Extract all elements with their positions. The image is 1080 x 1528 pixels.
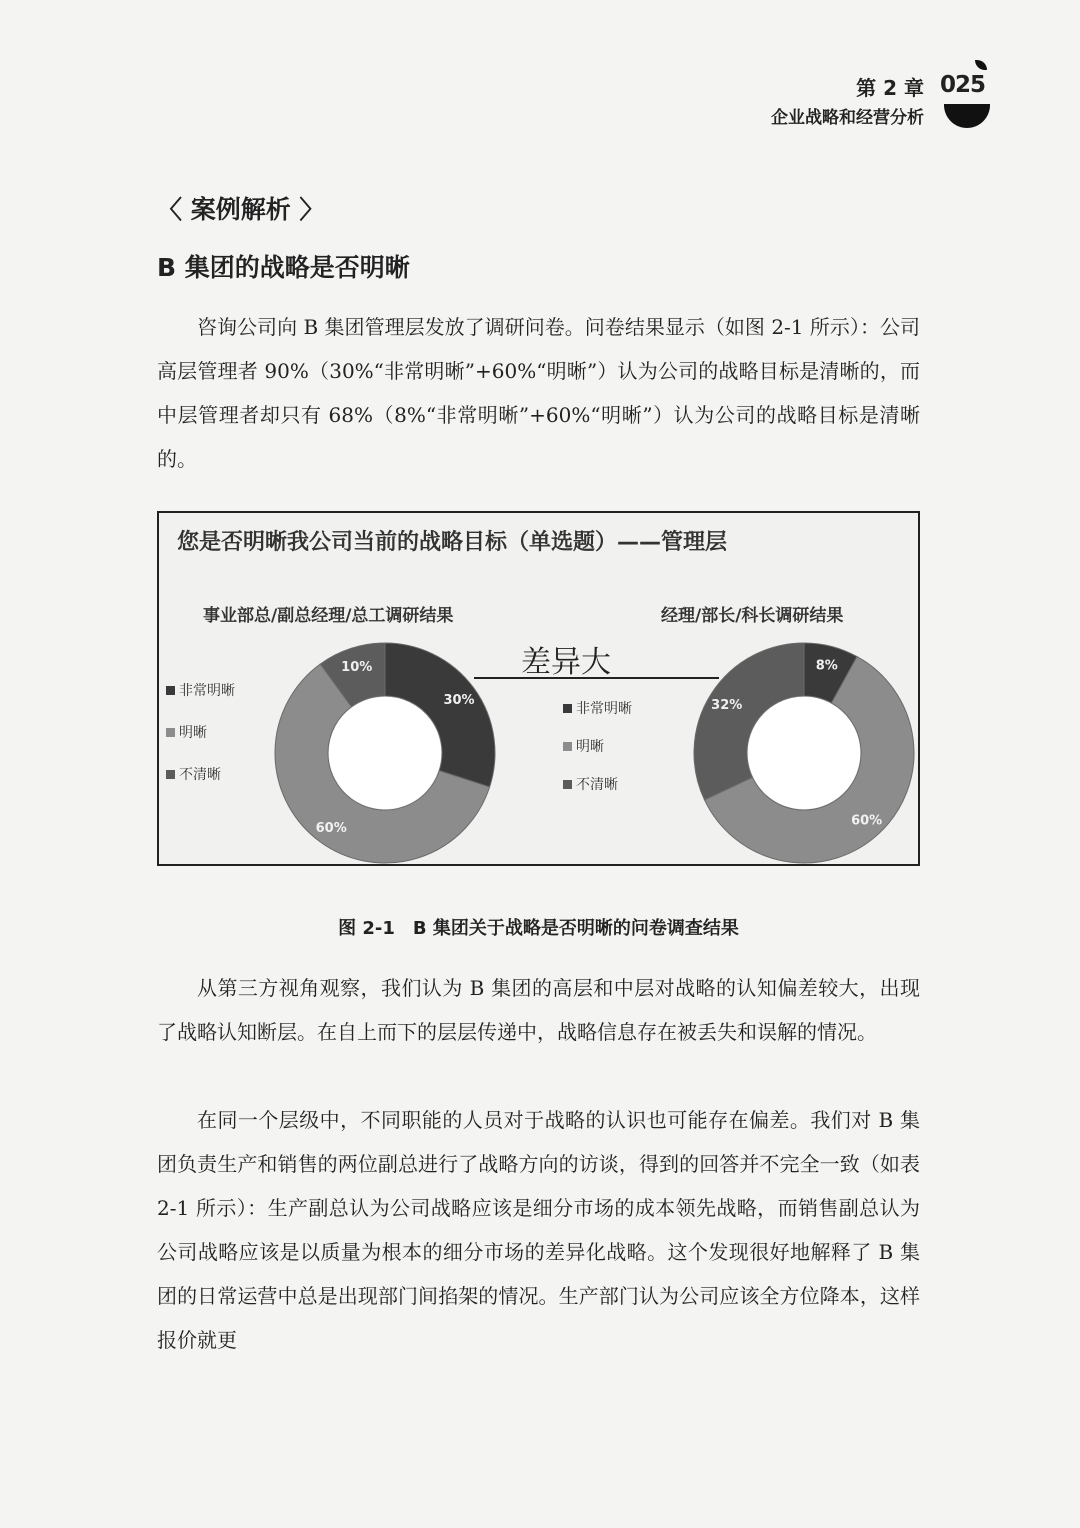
legend-label: 非常明晰 — [179, 683, 235, 699]
difference-annotation: 差异大 — [521, 645, 611, 680]
page-number-ornament — [975, 60, 987, 70]
legend-swatch — [166, 770, 175, 779]
legend-item — [166, 669, 235, 711]
legend-swatch — [166, 728, 175, 737]
legend-label: 明晰 — [576, 739, 604, 755]
legend-item — [563, 765, 632, 803]
legend-label: 不清晰 — [179, 767, 221, 783]
paragraph-functional-gap: 在同一个层级中，不同职能的人员对于战略的认识也可能存在偏差。我们对 B 集团负责生产和销售的两位副总进行了战略方向的访谈，得到的回答并不完全一致（如表 2-1 所示）：生产副总认为公司战略应该是细分市场的成本领先战略，而销售副总认为公司战略应该是以质量为根本的细分市场的差异化战略。这个发现很好地解释了 B 集团的日常运营中总是出现部门间掐架的情况。生产部门认为公司应该全方位降本，这样报价就更 — [157, 1108, 920, 1352]
donut-hole — [329, 697, 441, 809]
data-label: 8% — [815, 658, 838, 674]
paragraph-intro: 咨询公司向 B 集团管理层发放了调研问卷。问卷结果显示（如图 2-1 所示）：公司高层管理者 90%（30%“非常明晰”+60%“明晰”）认为公司的战略目标是清晰的，而中层管理者却只有 68%（8%“非常明晰”+60%“明晰”）认为公司的战略目标是清晰的。 — [157, 315, 920, 471]
chapter-title: 企业战略和经营分析 — [771, 108, 924, 128]
legend-swatch — [563, 780, 572, 789]
section-label: 〈 案例解析 〉 — [157, 195, 325, 224]
right-legend — [563, 689, 632, 803]
figure-chart-panel — [157, 511, 920, 866]
page-tab-decoration — [944, 104, 990, 128]
legend-item — [166, 711, 235, 753]
left-legend — [166, 669, 235, 795]
data-label: 60% — [851, 813, 883, 829]
left-chart-subtitle: 事业部总/副总经理/总工调研结果 — [203, 606, 454, 626]
article-title: B 集团的战略是否明晰 — [157, 253, 410, 282]
data-label: 32% — [711, 697, 743, 713]
legend-swatch — [563, 742, 572, 751]
page-number: 025 — [940, 72, 986, 98]
donut-hole — [748, 697, 860, 809]
legend-swatch — [563, 704, 572, 713]
data-label: 10% — [341, 659, 373, 675]
legend-label: 明晰 — [179, 725, 207, 741]
data-label: 60% — [315, 821, 347, 837]
legend-item — [563, 727, 632, 765]
legend-item — [166, 753, 235, 795]
donut-charts — [159, 513, 918, 864]
legend-item — [563, 689, 632, 727]
legend-swatch — [166, 686, 175, 695]
data-label: 30% — [443, 693, 475, 709]
paragraph-analysis: 从第三方视角观察，我们认为 B 集团的高层和中层对战略的认知偏差较大，出现了战略认知断层。在自上而下的层层传递中，战略信息存在被丢失和误解的情况。 — [157, 976, 920, 1044]
legend-label: 非常明晰 — [576, 701, 632, 717]
right-chart-subtitle: 经理/部长/科长调研结果 — [661, 606, 844, 626]
chart-title: 您是否明晰我公司当前的战略目标（单选题）——管理层 — [177, 530, 728, 555]
figure-caption: 图 2-1 B 集团关于战略是否明晰的问卷调查结果 — [338, 918, 739, 939]
chapter-number: 第 2 章 — [856, 76, 924, 100]
legend-label: 不清晰 — [576, 777, 618, 793]
